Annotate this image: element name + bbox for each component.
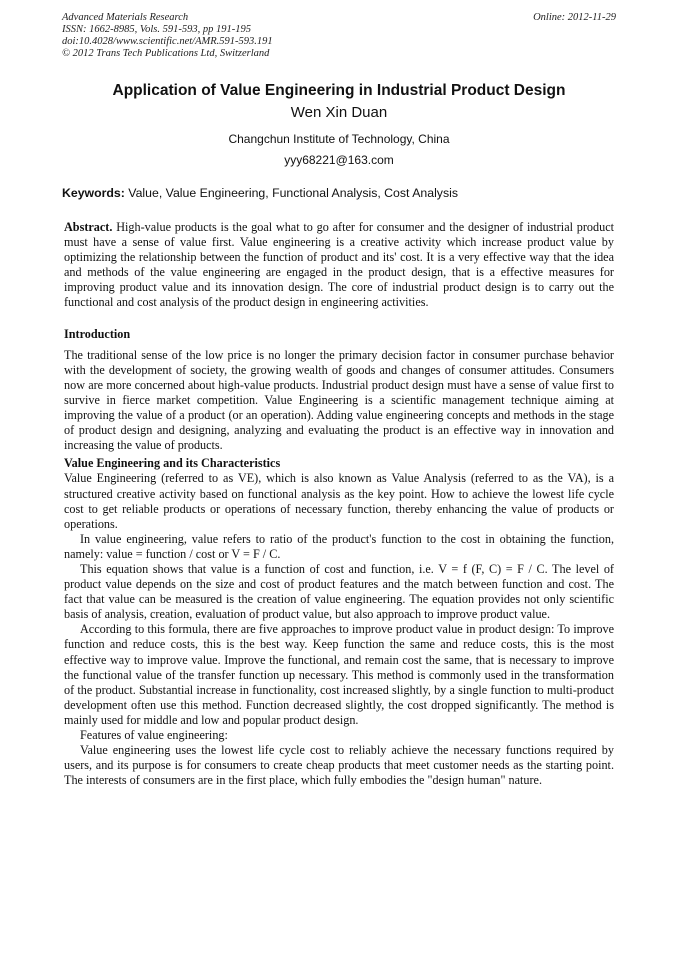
- issn-line: ISSN: 1662-8985, Vols. 591-593, pp 191-195: [62, 24, 251, 35]
- affiliation: Changchun Institute of Technology, China: [228, 132, 450, 146]
- introduction-paragraph: The traditional sense of the low price is no longer the primary decision factor in consumer purchase behavior with the development of society, the growing wealth of goods and changes of consumer attitudes. Consumers now are more concerned about high-value products. Industrial product design must have a sense of value first to survive in fierce market competition. Value Engineering is a scientific management technique aiming at improving the value of a product (or an operation). Adding value engineering concepts and methods in the stage of product design and designing, analyzing and evaluating the product is an effective way in innovation and increasing the value of products.: [64, 347, 614, 453]
- keywords-label: Keywords:: [62, 186, 125, 200]
- ve-paragraph-6: Value engineering uses the lowest life cycle cost to reliably achieve the necessary functions required by users, and its purpose is for consumers to create cheap products that meet customer needs as the starting point. The interests of consumers are in the first place, which fully embodies the "design human" nature.: [64, 743, 614, 788]
- ve-paragraph-2: In value engineering, value refers to ratio of the product's function to the cost in obtaining the function, namely: value = function / cost or V = F / C.: [64, 531, 614, 561]
- ve-paragraph-3: This equation shows that value is a function of cost and function, i.e. V = f (F, C) = F / C. The level of product value depends on the size and cost of product features and the match between function and cost. The fact that value can be measured is the creation of value engineering. The equation provides not only scientific basis of analysis, creation, evaluation of product value, but also approach to improve product value.: [64, 561, 614, 622]
- keywords-text: Value, Value Engineering, Functional Analysis, Cost Analysis: [124, 186, 458, 200]
- abstract-label: Abstract.: [64, 220, 113, 234]
- ve-features-label: Features of value engineering:: [80, 728, 228, 742]
- author-name: Wen Xin Duan: [290, 104, 388, 121]
- abstract: [64, 220, 614, 311]
- keywords: [62, 186, 616, 201]
- journal-name: Advanced Materials Research: [62, 12, 189, 23]
- copyright-line: © 2012 Trans Tech Publications Ltd, Switzerland: [62, 48, 270, 59]
- journal-header: [62, 12, 616, 60]
- doi-line: doi:10.4028/www.scientific.net/AMR.591-593.191: [62, 36, 273, 47]
- section-heading-ve: Value Engineering and its Characteristics: [64, 456, 281, 471]
- author-email: yyy68221@163.com: [284, 153, 394, 167]
- ve-paragraph-4: According to this formula, there are five approaches to improve product value in product design: To improve function and reduce costs, this is the best way. Keep function the same and reduce costs, this is the most effective way to improve value. Improve the functional, and remain cost the same, that is necessary to improve the functional value of the transfer function up necessary. This method is commonly used in the transformation of the product. Substantial increase in functionality, cost increased slightly, by a single function to multi-product development often use this method. Function decreased slightly, the cost dropped significantly. The method is mainly used for middle and low and popular product design.: [64, 622, 614, 727]
- online-date: Online: 2012-11-29: [533, 12, 616, 23]
- paper-title: Application of Value Engineering in Industrial Product Design: [112, 82, 566, 99]
- introduction-heading: Introduction: [64, 326, 131, 341]
- paper-body: [64, 220, 614, 788]
- abstract-text: High-value products is the goal what to go after for consumer and the designer of industrial product must have a sense of value first. Value engineering is a creative activity which increase product value by optimizing the relationship between the function of product and its' cost. It is a very effective way that the idea and methods of the value engineering are engaged in the product design, that is a effective measures for improving product value and its innovation design. The core of industrial product design is to carry out the functional and cost analysis of the product design in engineering activities.: [64, 220, 614, 310]
- ve-paragraph-1: Value Engineering (referred to as VE), which is also known as Value Analysis (referred to as the VA), is a structured creative activity based on functional analysis as the key point. How to achieve the lowest life cycle cost to get reliable products or operations of necessary function, thereby enhancing the value of products or operations.: [64, 471, 614, 531]
